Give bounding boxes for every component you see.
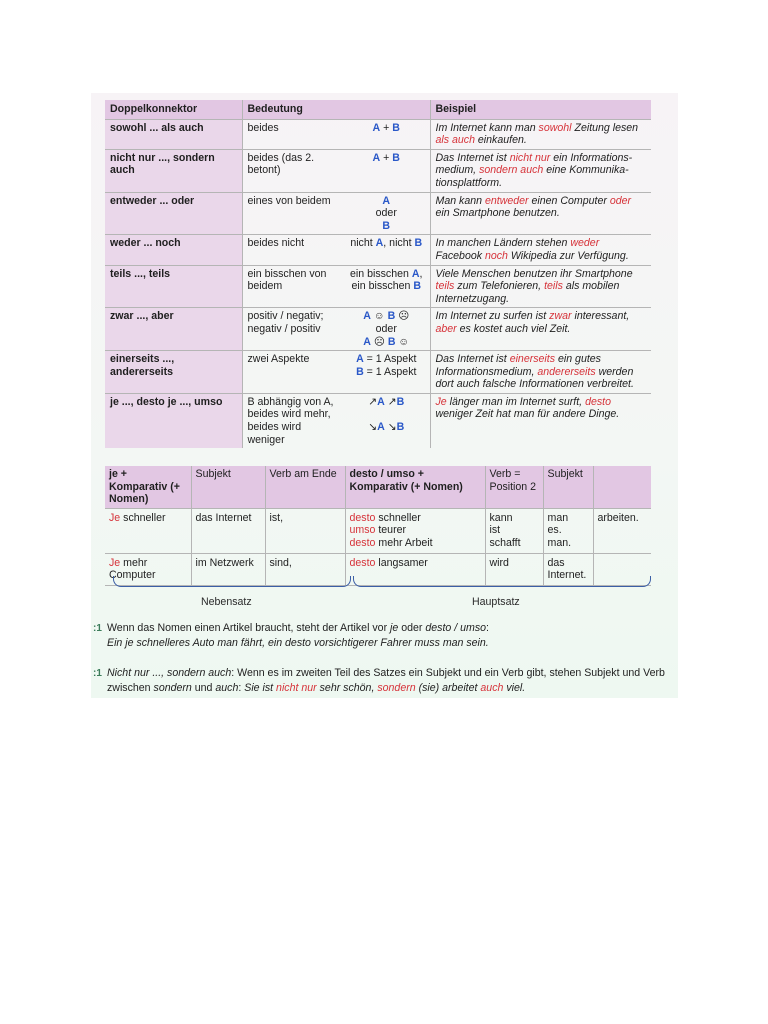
cell: kann ist schafft (485, 508, 543, 553)
cell: das Internet (191, 508, 265, 553)
meaning-cell: positiv / negativ; negativ / positiv (242, 308, 342, 351)
example-cell: Viele Menschen benutzen ihr Smartphone teils zum Telefonieren, teils als mobilen Internetzugang. (430, 265, 651, 308)
header-connector: Doppelkonnektor (105, 100, 242, 119)
col-verb-position-2: Verb = Position 2 (485, 466, 543, 508)
formula-cell: nicht A, nicht B (342, 235, 430, 265)
meaning-cell: zwei Aspekte (242, 351, 342, 394)
cell: sind, (265, 553, 345, 585)
example-cell: Das Internet ist einerseits ein gutes Informationsmedium, andererseits werden dort auch falsche Informationen verbreitet. (430, 351, 651, 394)
nebensatz-label: Nebensatz (201, 596, 252, 608)
formula-cell: ↗A ↗B ↘A ↘B (342, 393, 430, 448)
nebensatz-brace (113, 576, 351, 587)
cell: desto schneller umso teurer desto mehr Arbeit (345, 508, 485, 553)
connector-cell: einerseits ..., andererseits (105, 351, 242, 394)
meaning-cell: beides nicht (242, 235, 342, 265)
meaning-cell: eines von beidem (242, 192, 342, 235)
hauptsatz-label: Hauptsatz (472, 596, 520, 608)
cell: ist, (265, 508, 345, 553)
note-nicht-nur (93, 666, 667, 696)
formula-cell: A + B (342, 119, 430, 149)
cell: Je mehr Computer (105, 553, 191, 585)
connector-cell: weder ... noch (105, 235, 242, 265)
table-row (105, 235, 651, 265)
example-cell: Man kann entweder einen Computer oder ein Smartphone benutzen. (430, 192, 651, 235)
table-row (105, 192, 651, 235)
meaning-cell: B abhängig von A, beides wird mehr, beides wird weniger (247, 395, 334, 446)
cell: wird (485, 553, 543, 585)
cell: das Internet. (543, 553, 593, 585)
example-cell: Je länger man im Internet surft, desto weniger Zeit hat man für andere Dinge. (435, 395, 620, 421)
header-meaning: Bedeutung (242, 100, 430, 119)
connector-cell: sowohl ... als auch (105, 119, 242, 149)
table-row (105, 351, 651, 394)
table-row (105, 508, 651, 553)
table-row (105, 265, 651, 308)
col-desto-komparativ: desto / umso + Komparativ (+ Nomen) (345, 466, 485, 508)
note-nicht-nur-text: Nicht nur ..., sondern auch: Wenn es im zweiten Teil des Satzes ein Subjekt und ein Verb gibt, stehen Subjekt und Verb zwischen sondern und auch: Sie ist nicht nur sehr schön, sondern (sie) arbeitet auch viel. (107, 667, 665, 694)
formula-cell: A + B (342, 149, 430, 192)
example-cell: Im Internet zu surfen ist zwar interessant, aber es kostet auch viel Zeit. (430, 308, 651, 351)
connector-cell: teils ..., teils (105, 265, 242, 308)
formula-cell: A ☺ B ☹ oder A ☹ B ☺ (342, 308, 430, 351)
formula-cell: ein bisschen A, ein bisschen B (342, 265, 430, 308)
cell: desto langsamer (345, 553, 485, 585)
col-subjekt-2: Subjekt (543, 466, 593, 508)
table-row (105, 393, 651, 448)
table-row (105, 308, 651, 351)
meaning-cell: beides (das 2. betont) (242, 149, 342, 192)
cell: arbeiten. (593, 508, 651, 553)
info-marker-icon: :1 (93, 668, 102, 679)
note-article (93, 621, 667, 651)
connector-cell: nicht nur ..., sondern auch (105, 149, 242, 192)
info-marker-icon: :1 (93, 623, 102, 634)
formula-cell: A = 1 Aspekt B = 1 Aspekt (342, 351, 430, 394)
meaning-cell: ein bisschen von beidem (242, 265, 342, 308)
connector-table (105, 100, 651, 448)
table-row (105, 119, 651, 149)
col-rest (593, 466, 651, 508)
example-cell: Das Internet ist nicht nur ein Informations-medium, sondern auch eine Kommunika-tionsplattform. (430, 149, 651, 192)
table-row (105, 149, 651, 192)
connector-cell: entweder ... oder (105, 192, 242, 235)
cell: man es. man. (543, 508, 593, 553)
connector-cell: je ..., desto je ..., umso (105, 393, 242, 448)
formula-cell: A oder B (342, 192, 430, 235)
connector-cell: zwar ..., aber (105, 308, 242, 351)
col-verb-am-ende: Verb am Ende (265, 466, 345, 508)
example-cell: Im Internet kann man sowohl Zeitung lesen als auch einkaufen. (430, 119, 651, 149)
cell: Je schneller (105, 508, 191, 553)
example-cell: In manchen Ländern stehen weder Facebook noch Wikipedia zur Verfügung. (430, 235, 651, 265)
grammar-page (91, 93, 678, 698)
cell: im Netzwerk (191, 553, 265, 585)
header-example: Beispiel (430, 100, 651, 119)
hauptsatz-brace (353, 576, 651, 587)
col-je-komparativ: je + Komparativ (+ Nomen) (105, 466, 191, 508)
je-desto-table (105, 466, 651, 586)
col-subjekt: Subjekt (191, 466, 265, 508)
note-article-text: Wenn das Nomen einen Artikel braucht, steht der Artikel vor je oder desto / umso: Ein je schnelleres Auto man fährt, ein desto vorsichtigerer Fahrer muss man sein. (107, 622, 489, 649)
meaning-cell: beides (242, 119, 342, 149)
